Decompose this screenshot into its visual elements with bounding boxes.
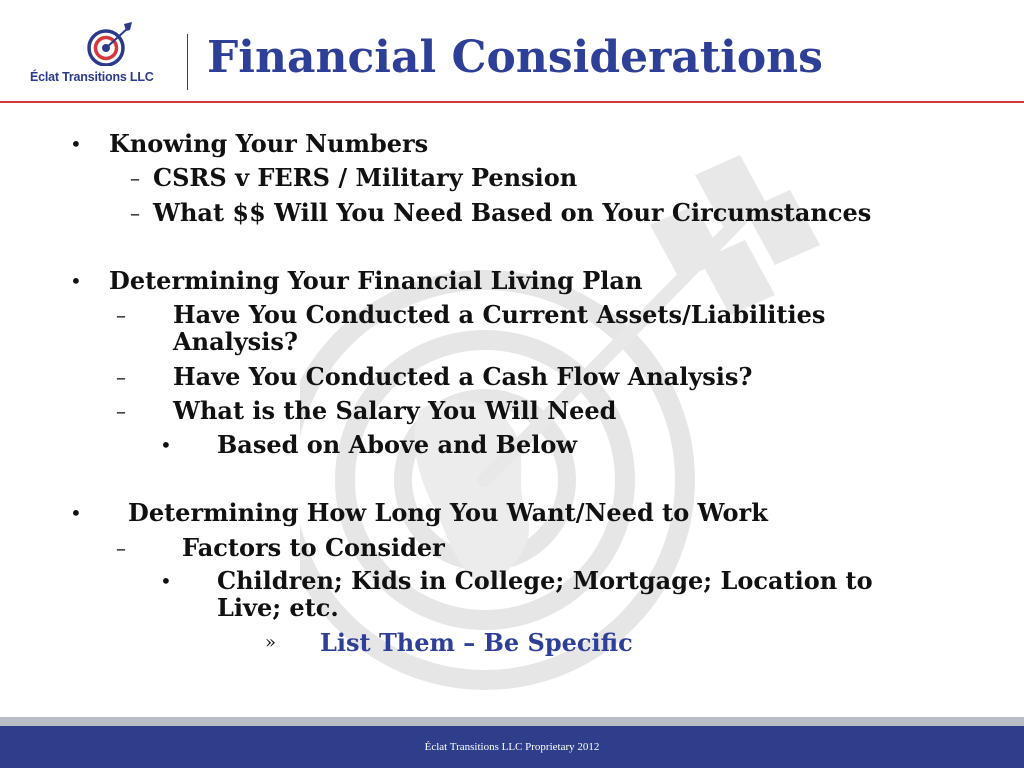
- dash-marker: –: [116, 536, 126, 560]
- sub-bullet-csrs-fers: CSRS v FERS / Military Pension: [153, 163, 578, 192]
- raquo-marker: »: [265, 632, 277, 653]
- footer-text: Éclat Transitions LLC Proprietary 2012: [424, 741, 600, 753]
- slide-title: Financial Considerations: [207, 32, 823, 83]
- dash-marker: –: [116, 365, 126, 389]
- sub-sub-bullet-above-below: Based on Above and Below: [217, 430, 578, 459]
- dash-marker: –: [130, 201, 140, 225]
- sub-bullet-factors: Factors to Consider: [182, 533, 445, 562]
- sub-bullet-salary: What is the Salary You Will Need: [173, 396, 617, 425]
- sub-sub-bullet-factors-list: Children; Kids in College; Mortgage; Location to: [217, 566, 873, 595]
- sub-bullet-assets-liabilities-cont: Analysis?: [173, 327, 298, 356]
- bullet-knowing-your-numbers: Knowing Your Numbers: [109, 129, 429, 158]
- sub-sub-sub-bullet-list-them: List Them – Be Specific: [320, 628, 633, 657]
- dash-marker: –: [130, 166, 140, 190]
- bullet-marker: •: [70, 132, 82, 156]
- dash-marker: –: [116, 303, 126, 327]
- sub-bullet-cash-flow: Have You Conducted a Cash Flow Analysis?: [173, 362, 753, 391]
- bullet-marker: •: [70, 269, 82, 293]
- bullet-how-long-work: Determining How Long You Want/Need to Work: [128, 498, 768, 527]
- sub-bullet-what-you-need: What $$ Will You Need Based on Your Circumstances: [153, 198, 872, 227]
- bullet-marker: •: [70, 501, 82, 525]
- sub-sub-bullet-factors-list-cont: Live; etc.: [217, 593, 339, 622]
- footer: [0, 726, 1024, 768]
- sub-bullet-assets-liabilities: Have You Conducted a Current Assets/Liabilities: [173, 300, 826, 329]
- bullet-financial-living-plan: Determining Your Financial Living Plan: [109, 266, 643, 295]
- dash-marker: –: [116, 399, 126, 423]
- logo-text: Éclat Transitions LLC: [30, 70, 154, 84]
- footer-band: [0, 717, 1024, 726]
- bullet-marker: •: [160, 569, 172, 593]
- bullet-marker: •: [160, 433, 172, 457]
